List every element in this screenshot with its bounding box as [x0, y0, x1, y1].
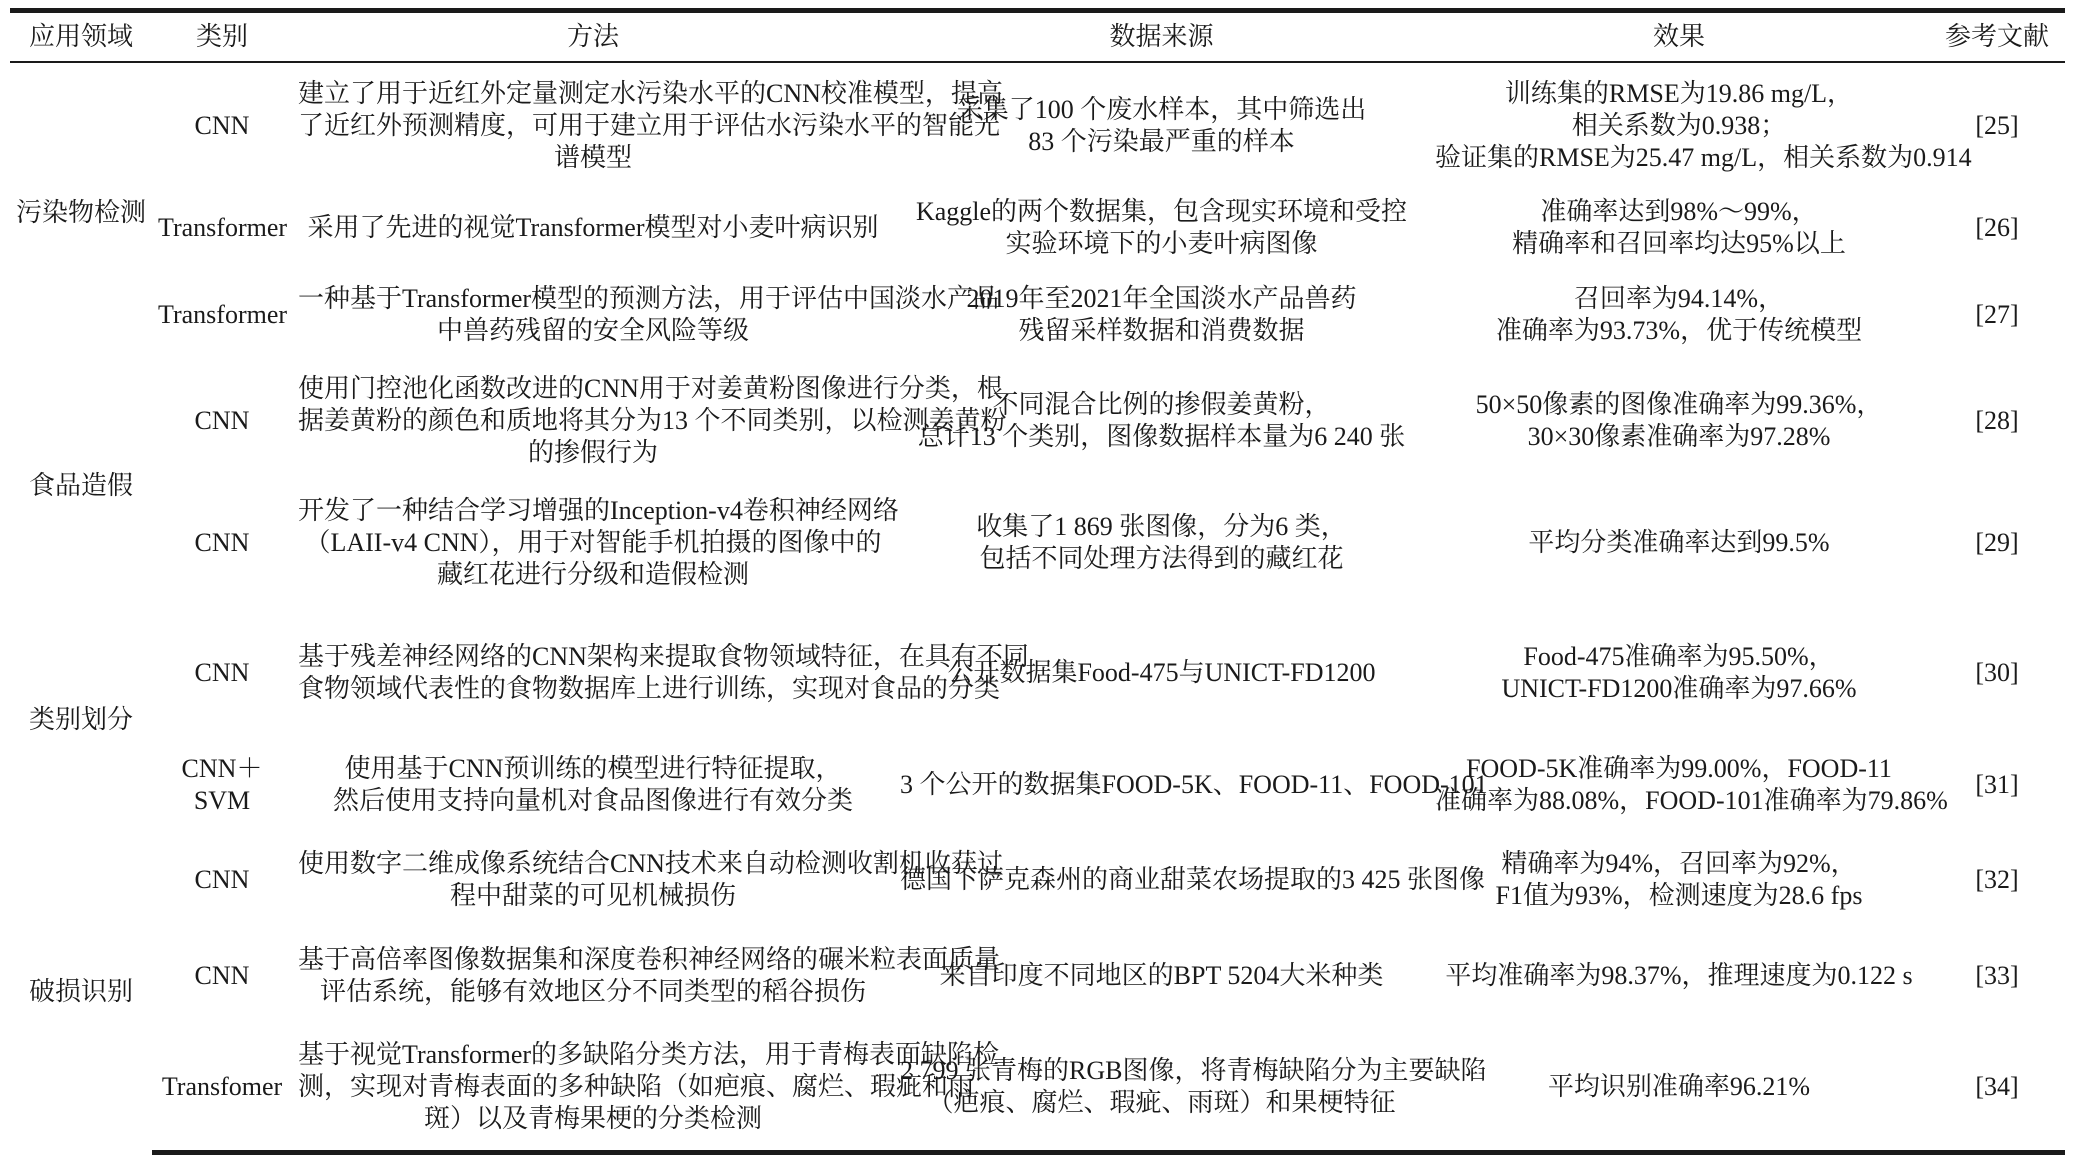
category-cell: CNN: [194, 111, 250, 140]
effect-line: 30×30像素准确率为97.28%: [1527, 421, 1831, 451]
ref-cell: [31]: [1975, 770, 2019, 799]
source-line: 来自印度不同地区的BPT 5204大米种类: [939, 961, 1384, 990]
method-line: 基于视觉Transformer的多缺陷分类方法，用于青梅表面缺陷检: [298, 1040, 1000, 1069]
method-line: 了近红外预测精度，可用于建立用于评估水污染水平的智能光: [298, 111, 1001, 140]
effect-cell: [1429, 267, 1929, 363]
category-cell: CNN: [194, 405, 250, 435]
method-line: 使用数字二维成像系统结合CNN技术来自动检测收割机收获过: [298, 849, 1003, 878]
method-line: 据姜黄粉的颜色和质地将其分为13 个不同类别，以检测姜黄粉: [298, 405, 1007, 435]
effect-line: 相关系数为0.938；: [1571, 111, 1787, 140]
method-line: 测，实现对青梅表面的多种缺陷（如疤痕、腐烂、瑕疵和雨: [298, 1072, 975, 1101]
category-cell: CNN: [194, 528, 250, 557]
table-row: [10, 928, 2065, 1024]
effect-cell: [1429, 62, 1972, 189]
table-row: [10, 832, 2065, 928]
table-body: [10, 62, 2065, 1153]
method-line: 然后使用支持向量机对食品图像进行有效分类: [332, 786, 853, 815]
method-cell: [292, 478, 899, 608]
source-line: 实验环境下的小麦叶病图像: [1005, 229, 1318, 258]
source-line: Kaggle的两个数据集，包含现实环境和受控: [915, 197, 1408, 226]
source-cell: [894, 189, 1429, 267]
source-line: 公开数据集Food-475与UNICT-FD1200: [947, 658, 1376, 687]
ref-cell: [30]: [1975, 658, 2019, 687]
effect-line: 准确率为88.08%，FOOD-101准确率为79.86%: [1435, 786, 1948, 815]
method-line: 建立了用于近红外定量测定水污染水平的CNN校准模型，提高: [298, 79, 1003, 108]
effect-line: 平均准确率为98.37%，推理速度为0.122 s: [1445, 961, 1913, 990]
domain-cell: 类别划分: [28, 705, 133, 734]
method-line: 中兽药残留的安全风险等级: [436, 316, 749, 345]
effect-cell: [1429, 1024, 1929, 1153]
effect-cell: [1429, 189, 1929, 267]
header-ref: 参考文献: [1929, 11, 2065, 63]
effect-line: 精确率为94%，召回率为92%，: [1501, 849, 1857, 878]
header-row: [10, 11, 2065, 63]
ref-cell: [29]: [1975, 528, 2019, 557]
header-domain: 应用领域: [10, 11, 152, 63]
effect-line: UNICT-FD1200准确率为97.66%: [1501, 674, 1857, 703]
method-line: 基于残差神经网络的CNN架构来提取食物领域特征，在具有不同: [298, 642, 1029, 671]
effect-cell: [1429, 928, 1929, 1024]
effect-cell: [1429, 608, 1929, 738]
source-line: 83 个污染最严重的样本: [1028, 127, 1295, 156]
method-cell: [292, 1024, 1000, 1153]
category-cell: CNN: [194, 961, 250, 990]
effect-line: 50×50像素的图像准确率为99.36%，: [1475, 389, 1883, 419]
method-line: 藏红花进行分级和造假检测: [436, 560, 749, 589]
method-line: 开发了一种结合学习增强的Inception-v4卷积神经网络: [298, 496, 899, 525]
effect-cell: [1429, 478, 1929, 608]
ref-cell: [33]: [1975, 961, 2019, 990]
method-cell: [292, 62, 1003, 189]
source-cell: [894, 608, 1429, 738]
header-source: 数据来源: [894, 11, 1429, 63]
table-row: [10, 738, 2065, 832]
effect-line: Food-475准确率为95.50%，: [1523, 642, 1835, 671]
effect-line: 验证集的RMSE为25.47 mg/L，相关系数为0.914: [1435, 143, 1972, 172]
effect-line: F1值为93%，检测速度为28.6 fps: [1495, 881, 1863, 910]
source-line: 残留采样数据和消费数据: [1018, 316, 1305, 345]
table-row: [10, 478, 2065, 608]
method-line: 斑）以及青梅果梗的分类检测: [423, 1104, 762, 1133]
table-row: [10, 62, 2065, 189]
category-cell: CNN＋SVM: [181, 754, 263, 815]
effect-line: 精确率和召回率均达95%以上: [1512, 229, 1846, 258]
category-cell: Transformer: [158, 213, 288, 242]
method-cell: [292, 363, 1007, 478]
table-row: [10, 189, 2065, 267]
effect-line: 准确率为93.73%，优于传统模型: [1495, 316, 1863, 345]
method-line: 使用基于CNN预训练的模型进行特征提取，: [344, 754, 842, 783]
method-cell: [292, 608, 1029, 738]
source-line: 收集了1 869 张图像，分为6 类，: [976, 512, 1347, 541]
table-row: [10, 267, 2065, 363]
domain-cell: 食品造假: [28, 470, 133, 500]
ref-cell: [27]: [1975, 300, 2019, 329]
source-line: （疤痕、腐烂、瑕疵、雨斑）和果梗特征: [927, 1088, 1396, 1117]
table-row: [10, 608, 2065, 738]
method-cell: [292, 928, 1001, 1024]
source-cell: [894, 267, 1429, 363]
category-cell: CNN: [194, 658, 250, 687]
method-cell: [292, 267, 1000, 363]
ref-cell: [25]: [1975, 111, 2019, 140]
method-line: 采用了先进的视觉Transformer模型对小麦叶病识别: [307, 213, 879, 242]
effect-cell: [1429, 832, 1929, 928]
source-line: 不同混合比例的掺假姜黄粉，: [992, 389, 1331, 419]
source-line: 包括不同处理方法得到的藏红花: [979, 544, 1344, 573]
source-line: 德国下萨克森州的商业甜菜农场提取的3 425 张图像: [900, 865, 1486, 894]
source-line: 2019年至2021年全国淡水产品兽药: [966, 284, 1357, 313]
method-line: 评估系统，能够有效地区分不同类型的稻谷损伤: [319, 977, 866, 1006]
effect-line: 平均识别准确率96.21%: [1547, 1072, 1811, 1101]
source-cell: [894, 738, 1488, 832]
source-cell: [894, 832, 1486, 928]
method-line: 使用门控池化函数改进的CNN用于对姜黄粉图像进行分类，根: [298, 373, 1003, 403]
category-cell: Transfomer: [152, 1024, 292, 1153]
table-row: [10, 1024, 2065, 1153]
method-line: 谱模型: [553, 143, 632, 172]
effect-line: 准确率达到98%～99%，: [1540, 197, 1818, 226]
method-line: （LAII-v4 CNN），用于对智能手机拍摄的图像中的: [304, 528, 882, 557]
method-line: 程中甜菜的可见机械损伤: [449, 881, 736, 910]
category-cell: CNN: [194, 865, 250, 894]
domain-cell: 污染物检测: [16, 198, 147, 227]
ref-cell: [26]: [1975, 213, 2019, 242]
method-line: 的掺假行为: [527, 437, 658, 467]
method-line: 一种基于Transformer模型的预测方法，用于评估中国淡水产品: [298, 284, 1000, 313]
table-row: [10, 363, 2065, 478]
comparison-table: [10, 8, 2065, 1155]
ref-cell: [32]: [1975, 865, 2019, 894]
domain-cell: 破损识别: [28, 977, 133, 1007]
source-line: 2 799 张青梅的RGB图像，将青梅缺陷分为主要缺陷: [900, 1056, 1487, 1085]
header-category: 类别: [152, 11, 292, 63]
source-line: 总计13 个类别，图像数据样本量为6 240 张: [917, 421, 1406, 451]
table-header: [10, 11, 2065, 63]
method-cell: [292, 738, 894, 832]
source-line: 3 个公开的数据集FOOD-5K、FOOD-11、FOOD-101: [900, 770, 1488, 799]
effect-line: 召回率为94.14%，: [1573, 284, 1785, 313]
method-cell: [292, 189, 894, 267]
source-line: 采集了100 个废水样本，其中筛选出: [956, 95, 1367, 124]
effect-line: 训练集的RMSE为19.86 mg/L，: [1504, 79, 1854, 108]
effect-line: 平均分类准确率达到99.5%: [1528, 528, 1830, 557]
method-line: 食物领域代表性的食物数据库上进行训练，实现对食品的分类: [298, 674, 1001, 703]
source-cell: [894, 478, 1429, 608]
method-cell: [292, 832, 1003, 928]
header-method: 方法: [292, 11, 894, 63]
ref-cell: [34]: [1929, 1024, 2065, 1153]
header-effect: 效果: [1429, 11, 1929, 63]
effect-line: FOOD-5K准确率为99.00%，FOOD-11: [1466, 754, 1892, 783]
method-line: 基于高倍率图像数据集和深度卷积神经网络的碾米粒表面质量: [298, 945, 1001, 974]
source-cell: [894, 928, 1429, 1024]
category-cell: Transformer: [158, 300, 288, 329]
effect-cell: [1429, 738, 1948, 832]
effect-cell: [1429, 363, 1929, 478]
ref-cell: [28]: [1975, 405, 2019, 435]
